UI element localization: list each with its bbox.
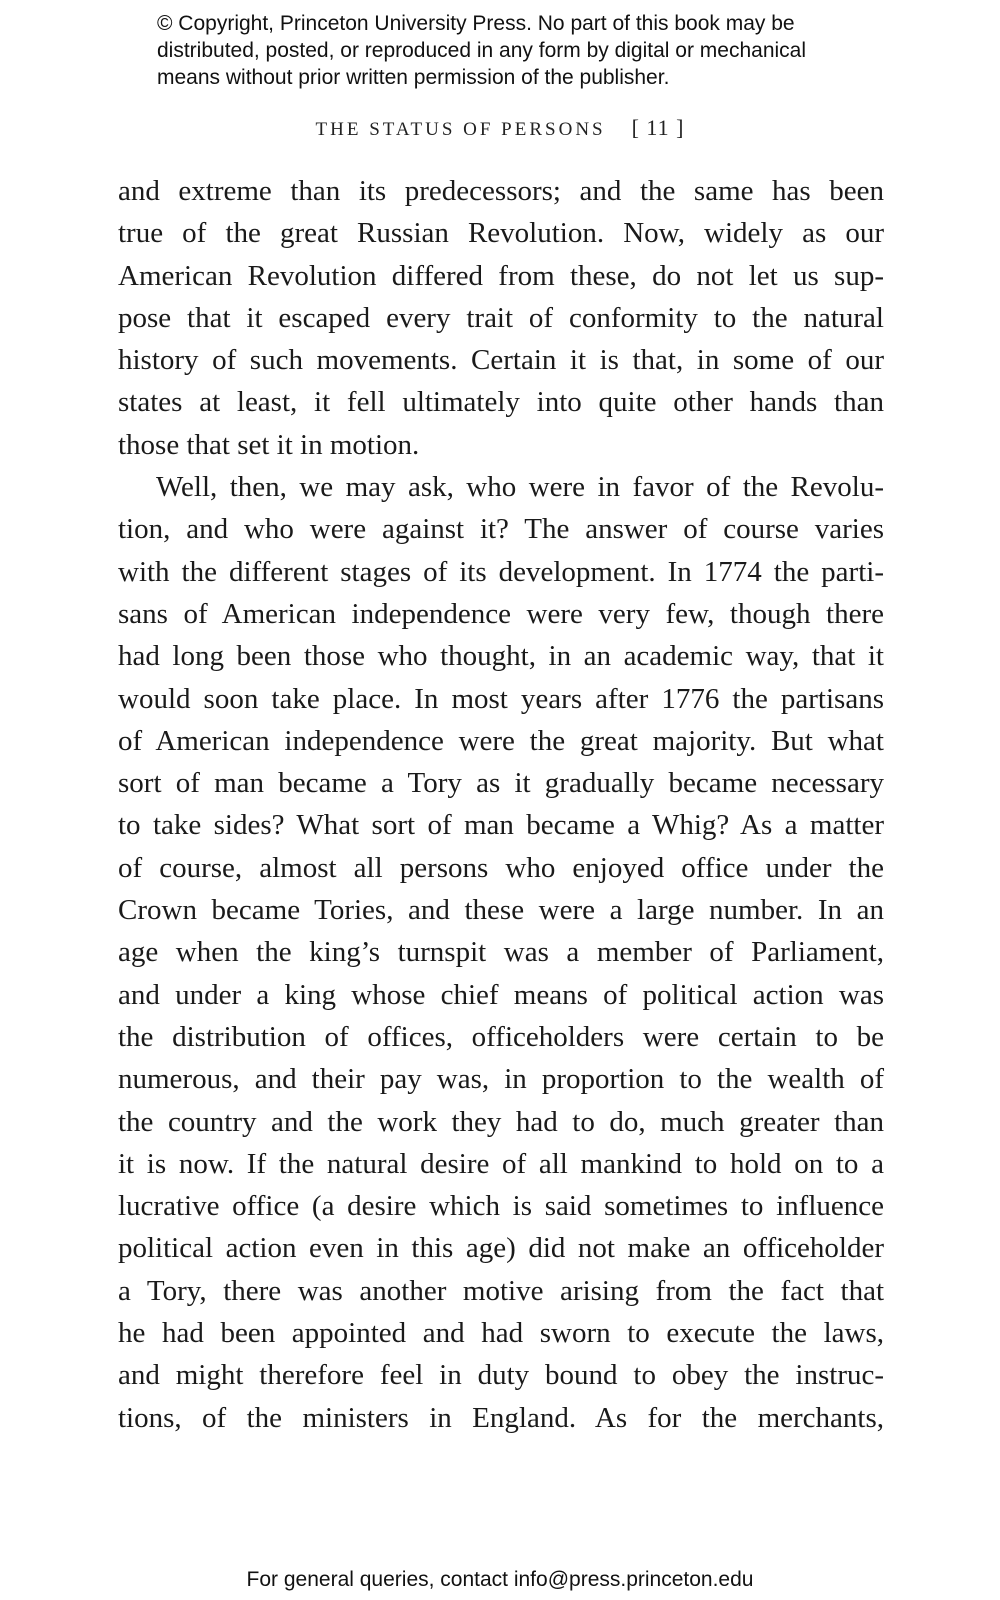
- text-line: political action even in this age) did not make an officeholder: [118, 1232, 884, 1265]
- paragraph: [118, 466, 884, 1439]
- text-line: tions, of the ministers in England. As for the merchants,: [118, 1401, 884, 1434]
- copyright-line: means without prior written permission of the publisher.: [157, 66, 670, 89]
- text-line: those that set it in motion.: [118, 428, 420, 461]
- text-line: sort of man became a Tory as it gradually became necessary: [118, 767, 884, 800]
- running-head: [0, 115, 1000, 141]
- text-line: Crown became Tories, and these were a large number. In an: [118, 894, 884, 927]
- text-line: to take sides? What sort of man became a Whig? As a matter: [118, 809, 884, 842]
- text-line: history of such movements. Certain it is that, in some of our: [118, 344, 884, 377]
- text-line: tion, and who were against it? The answer of course varies: [118, 513, 884, 546]
- text-line: a Tory, there was another motive arising from the fact that: [118, 1274, 884, 1307]
- body-text: [118, 170, 884, 1439]
- text-line: the country and the work they had to do, much greater than: [118, 1105, 884, 1138]
- text-line: and might therefore feel in duty bound to obey the instruc-: [118, 1359, 884, 1392]
- text-line: numerous, and their pay was, in proportion to the wealth of: [118, 1063, 884, 1096]
- text-line: of American independence were the great majority. But what: [118, 724, 884, 757]
- copyright-line: © Copyright, Princeton University Press. No part of this book may be: [157, 12, 795, 35]
- text-line: it is now. If the natural desire of all mankind to hold on to a: [118, 1147, 884, 1180]
- text-line: American Revolution differed from these, do not let us sup-: [118, 259, 884, 292]
- paragraph: [118, 170, 884, 466]
- page-number: [ 11 ]: [631, 115, 685, 140]
- text-line: states at least, it fell ultimately into quite other hands than: [118, 386, 884, 419]
- text-line: and under a king whose chief means of political action was: [118, 978, 884, 1011]
- text-line: and extreme than its predecessors; and the same has been: [118, 175, 884, 207]
- text-line: had long been those who thought, in an academic way, that it: [118, 640, 884, 673]
- text-line: pose that it escaped every trait of conformity to the natural: [118, 301, 884, 334]
- text-line: he had been appointed and had sworn to execute the laws,: [118, 1317, 884, 1350]
- running-head-title: THE STATUS OF PERSONS: [315, 119, 606, 140]
- text-line: the distribution of offices, officeholders were certain to be: [118, 1020, 884, 1053]
- footer-contact: For general queries, contact info@press.princeton.edu: [246, 1568, 754, 1591]
- text-line: with the different stages of its development. In 1774 the parti-: [118, 555, 884, 588]
- text-line: would soon take place. In most years after 1776 the partisans: [118, 682, 884, 715]
- text-line: age when the king’s turnspit was a member of Parliament,: [118, 936, 884, 969]
- text-line: true of the great Russian Revolution. Now, widely as our: [118, 217, 884, 250]
- text-line: of course, almost all persons who enjoyed office under the: [118, 851, 884, 884]
- copyright-notice: [157, 10, 917, 91]
- text-line: lucrative office (a desire which is said sometimes to influence: [118, 1190, 884, 1223]
- text-line: Well, then, we may ask, who were in favor of the Revolu-: [156, 471, 884, 504]
- text-line: sans of American independence were very few, though there: [118, 597, 884, 630]
- copyright-line: distributed, posted, or reproduced in any form by digital or mechanical: [157, 39, 807, 62]
